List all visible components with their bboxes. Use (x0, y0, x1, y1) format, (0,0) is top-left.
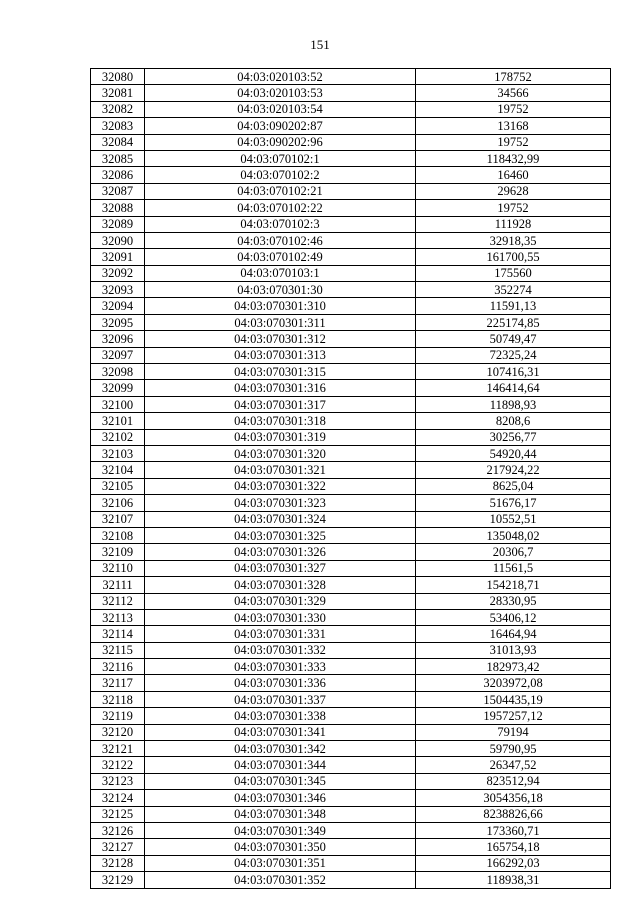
value-cell: 8238826,66 (416, 806, 611, 822)
cadastral-number-cell: 04:03:070102:22 (145, 200, 416, 216)
value-cell: 16460 (416, 167, 611, 183)
table-row (91, 577, 611, 593)
table-row (91, 232, 611, 248)
row-number-cell: 32090 (91, 232, 145, 248)
cadastral-number-cell: 04:03:070301:330 (145, 609, 416, 625)
row-number-cell: 32113 (91, 609, 145, 625)
cadastral-number-cell: 04:03:020103:53 (145, 85, 416, 101)
value-cell: 135048,02 (416, 527, 611, 543)
value-cell: 10552,51 (416, 511, 611, 527)
row-number-cell: 32100 (91, 396, 145, 412)
cadastral-number-cell: 04:03:020103:54 (145, 101, 416, 117)
row-number-cell: 32084 (91, 134, 145, 150)
cadastral-number-cell: 04:03:070301:350 (145, 839, 416, 855)
cadastral-number-cell: 04:03:070301:342 (145, 741, 416, 757)
cadastral-number-cell: 04:03:070301:341 (145, 724, 416, 740)
cadastral-number-cell: 04:03:070301:344 (145, 757, 416, 773)
row-number-cell: 32091 (91, 249, 145, 265)
value-cell: 1504435,19 (416, 691, 611, 707)
row-number-cell: 32092 (91, 265, 145, 281)
row-number-cell: 32125 (91, 806, 145, 822)
cadastral-number-cell: 04:03:070301:319 (145, 429, 416, 445)
table-row (91, 282, 611, 298)
value-cell: 3203972,08 (416, 675, 611, 691)
cadastral-number-cell: 04:03:070301:332 (145, 642, 416, 658)
cadastral-number-cell: 04:03:070102:2 (145, 167, 416, 183)
table-row (91, 167, 611, 183)
table-row (91, 462, 611, 478)
cadastral-number-cell: 04:03:070301:346 (145, 790, 416, 806)
value-cell: 32918,35 (416, 232, 611, 248)
cadastral-number-cell: 04:03:090202:87 (145, 118, 416, 134)
row-number-cell: 32089 (91, 216, 145, 232)
table-row (91, 101, 611, 117)
table-row (91, 708, 611, 724)
table-row (91, 331, 611, 347)
row-number-cell: 32086 (91, 167, 145, 183)
value-cell: 11561,5 (416, 560, 611, 576)
cadastral-number-cell: 04:03:070301:311 (145, 314, 416, 330)
row-number-cell: 32111 (91, 577, 145, 593)
cadastral-number-cell: 04:03:070301:326 (145, 544, 416, 560)
value-cell: 11898,93 (416, 396, 611, 412)
row-number-cell: 32083 (91, 118, 145, 134)
cadastral-number-cell: 04:03:070301:324 (145, 511, 416, 527)
cadastral-number-cell: 04:03:070301:348 (145, 806, 416, 822)
cadastral-number-cell: 04:03:070103:1 (145, 265, 416, 281)
row-number-cell: 32119 (91, 708, 145, 724)
row-number-cell: 32080 (91, 69, 145, 85)
table-row (91, 265, 611, 281)
row-number-cell: 32108 (91, 527, 145, 543)
value-cell: 26347,52 (416, 757, 611, 773)
row-number-cell: 32123 (91, 773, 145, 789)
cadastral-number-cell: 04:03:070301:352 (145, 872, 416, 888)
cadastral-number-cell: 04:03:070301:320 (145, 445, 416, 461)
row-number-cell: 32094 (91, 298, 145, 314)
row-number-cell: 32097 (91, 347, 145, 363)
table-row (91, 69, 611, 85)
table-row (91, 626, 611, 642)
cadastral-number-cell: 04:03:070301:325 (145, 527, 416, 543)
value-cell: 72325,24 (416, 347, 611, 363)
value-cell: 50749,47 (416, 331, 611, 347)
table-row (91, 872, 611, 888)
row-number-cell: 32101 (91, 413, 145, 429)
row-number-cell: 32107 (91, 511, 145, 527)
cadastral-number-cell: 04:03:070301:322 (145, 478, 416, 494)
row-number-cell: 32128 (91, 855, 145, 871)
row-number-cell: 32112 (91, 593, 145, 609)
value-cell: 30256,77 (416, 429, 611, 445)
value-cell: 352274 (416, 282, 611, 298)
value-cell: 225174,85 (416, 314, 611, 330)
value-cell: 28330,95 (416, 593, 611, 609)
table-row (91, 642, 611, 658)
table-row (91, 134, 611, 150)
value-cell: 165754,18 (416, 839, 611, 855)
value-cell: 111928 (416, 216, 611, 232)
table-row (91, 445, 611, 461)
table-row (91, 527, 611, 543)
cadastral-number-cell: 04:03:070301:30 (145, 282, 416, 298)
table-row (91, 593, 611, 609)
value-cell: 175560 (416, 265, 611, 281)
value-cell: 19752 (416, 101, 611, 117)
row-number-cell: 32110 (91, 560, 145, 576)
value-cell: 59790,95 (416, 741, 611, 757)
row-number-cell: 32114 (91, 626, 145, 642)
table-row (91, 609, 611, 625)
page-number: 151 (310, 37, 330, 52)
row-number-cell: 32098 (91, 364, 145, 380)
cadastral-number-cell: 04:03:070102:46 (145, 232, 416, 248)
cadastral-number-cell: 04:03:070301:323 (145, 495, 416, 511)
value-cell: 54920,44 (416, 445, 611, 461)
value-cell: 166292,03 (416, 855, 611, 871)
value-cell: 8625,04 (416, 478, 611, 494)
row-number-cell: 32116 (91, 659, 145, 675)
cadastral-number-cell: 04:03:070301:329 (145, 593, 416, 609)
cadastral-number-cell: 04:03:070301:328 (145, 577, 416, 593)
table-row (91, 396, 611, 412)
value-cell: 16464,94 (416, 626, 611, 642)
table-row (91, 478, 611, 494)
value-cell: 11591,13 (416, 298, 611, 314)
table-row (91, 380, 611, 396)
table-row (91, 806, 611, 822)
cadastral-number-cell: 04:03:070301:337 (145, 691, 416, 707)
value-cell: 154218,71 (416, 577, 611, 593)
value-cell: 1957257,12 (416, 708, 611, 724)
table-row (91, 216, 611, 232)
value-cell: 217924,22 (416, 462, 611, 478)
cadastral-number-cell: 04:03:070102:21 (145, 183, 416, 199)
table-row (91, 511, 611, 527)
value-cell: 31013,93 (416, 642, 611, 658)
row-number-cell: 32099 (91, 380, 145, 396)
table-row (91, 429, 611, 445)
cadastral-number-cell: 04:03:070301:336 (145, 675, 416, 691)
table-row (91, 741, 611, 757)
row-number-cell: 32082 (91, 101, 145, 117)
value-cell: 29628 (416, 183, 611, 199)
row-number-cell: 32087 (91, 183, 145, 199)
table-row (91, 298, 611, 314)
row-number-cell: 32102 (91, 429, 145, 445)
row-number-cell: 32109 (91, 544, 145, 560)
table-row (91, 314, 611, 330)
table-row (91, 675, 611, 691)
registry-table-body (91, 69, 611, 889)
cadastral-number-cell: 04:03:070102:1 (145, 150, 416, 166)
cadastral-number-cell: 04:03:070301:312 (145, 331, 416, 347)
table-row (91, 790, 611, 806)
table-row (91, 200, 611, 216)
cadastral-number-cell: 04:03:070301:333 (145, 659, 416, 675)
table-row (91, 118, 611, 134)
cadastral-number-cell: 04:03:070301:310 (145, 298, 416, 314)
value-cell: 3054356,18 (416, 790, 611, 806)
cadastral-number-cell: 04:03:070301:338 (145, 708, 416, 724)
row-number-cell: 32126 (91, 822, 145, 838)
table-row (91, 183, 611, 199)
value-cell: 118938,31 (416, 872, 611, 888)
value-cell: 51676,17 (416, 495, 611, 511)
table-row (91, 839, 611, 855)
row-number-cell: 32124 (91, 790, 145, 806)
row-number-cell: 32085 (91, 150, 145, 166)
value-cell: 178752 (416, 69, 611, 85)
row-number-cell: 32096 (91, 331, 145, 347)
table-row (91, 855, 611, 871)
row-number-cell: 32120 (91, 724, 145, 740)
cadastral-number-cell: 04:03:070301:317 (145, 396, 416, 412)
value-cell: 79194 (416, 724, 611, 740)
table-row (91, 544, 611, 560)
value-cell: 19752 (416, 200, 611, 216)
table-row (91, 691, 611, 707)
cadastral-number-cell: 04:03:090202:96 (145, 134, 416, 150)
row-number-cell: 32122 (91, 757, 145, 773)
row-number-cell: 32118 (91, 691, 145, 707)
row-number-cell: 32106 (91, 495, 145, 511)
table-row (91, 773, 611, 789)
row-number-cell: 32105 (91, 478, 145, 494)
table-row (91, 364, 611, 380)
cadastral-number-cell: 04:03:070301:327 (145, 560, 416, 576)
row-number-cell: 32088 (91, 200, 145, 216)
table-row (91, 150, 611, 166)
value-cell: 34566 (416, 85, 611, 101)
row-number-cell: 32103 (91, 445, 145, 461)
row-number-cell: 32117 (91, 675, 145, 691)
row-number-cell: 32081 (91, 85, 145, 101)
value-cell: 173360,71 (416, 822, 611, 838)
row-number-cell: 32129 (91, 872, 145, 888)
table-row (91, 249, 611, 265)
value-cell: 8208,6 (416, 413, 611, 429)
row-number-cell: 32095 (91, 314, 145, 330)
row-number-cell: 32127 (91, 839, 145, 855)
registry-table (90, 68, 611, 889)
table-row (91, 413, 611, 429)
value-cell: 146414,64 (416, 380, 611, 396)
value-cell: 182973,42 (416, 659, 611, 675)
cadastral-number-cell: 04:03:070301:349 (145, 822, 416, 838)
table-row (91, 822, 611, 838)
value-cell: 823512,94 (416, 773, 611, 789)
row-number-cell: 32093 (91, 282, 145, 298)
cadastral-number-cell: 04:03:070301:318 (145, 413, 416, 429)
cadastral-number-cell: 04:03:070301:316 (145, 380, 416, 396)
table-row (91, 560, 611, 576)
cadastral-number-cell: 04:03:070102:3 (145, 216, 416, 232)
value-cell: 53406,12 (416, 609, 611, 625)
cadastral-number-cell: 04:03:020103:52 (145, 69, 416, 85)
value-cell: 19752 (416, 134, 611, 150)
cadastral-number-cell: 04:03:070102:49 (145, 249, 416, 265)
value-cell: 107416,31 (416, 364, 611, 380)
cadastral-number-cell: 04:03:070301:351 (145, 855, 416, 871)
cadastral-number-cell: 04:03:070301:345 (145, 773, 416, 789)
table-row (91, 724, 611, 740)
value-cell: 20306,7 (416, 544, 611, 560)
table-row (91, 495, 611, 511)
row-number-cell: 32104 (91, 462, 145, 478)
value-cell: 161700,55 (416, 249, 611, 265)
table-row (91, 757, 611, 773)
cadastral-number-cell: 04:03:070301:315 (145, 364, 416, 380)
cadastral-number-cell: 04:03:070301:321 (145, 462, 416, 478)
row-number-cell: 32121 (91, 741, 145, 757)
table-row (91, 659, 611, 675)
table-row (91, 347, 611, 363)
table-row (91, 85, 611, 101)
value-cell: 118432,99 (416, 150, 611, 166)
row-number-cell: 32115 (91, 642, 145, 658)
value-cell: 13168 (416, 118, 611, 134)
cadastral-number-cell: 04:03:070301:331 (145, 626, 416, 642)
cadastral-number-cell: 04:03:070301:313 (145, 347, 416, 363)
